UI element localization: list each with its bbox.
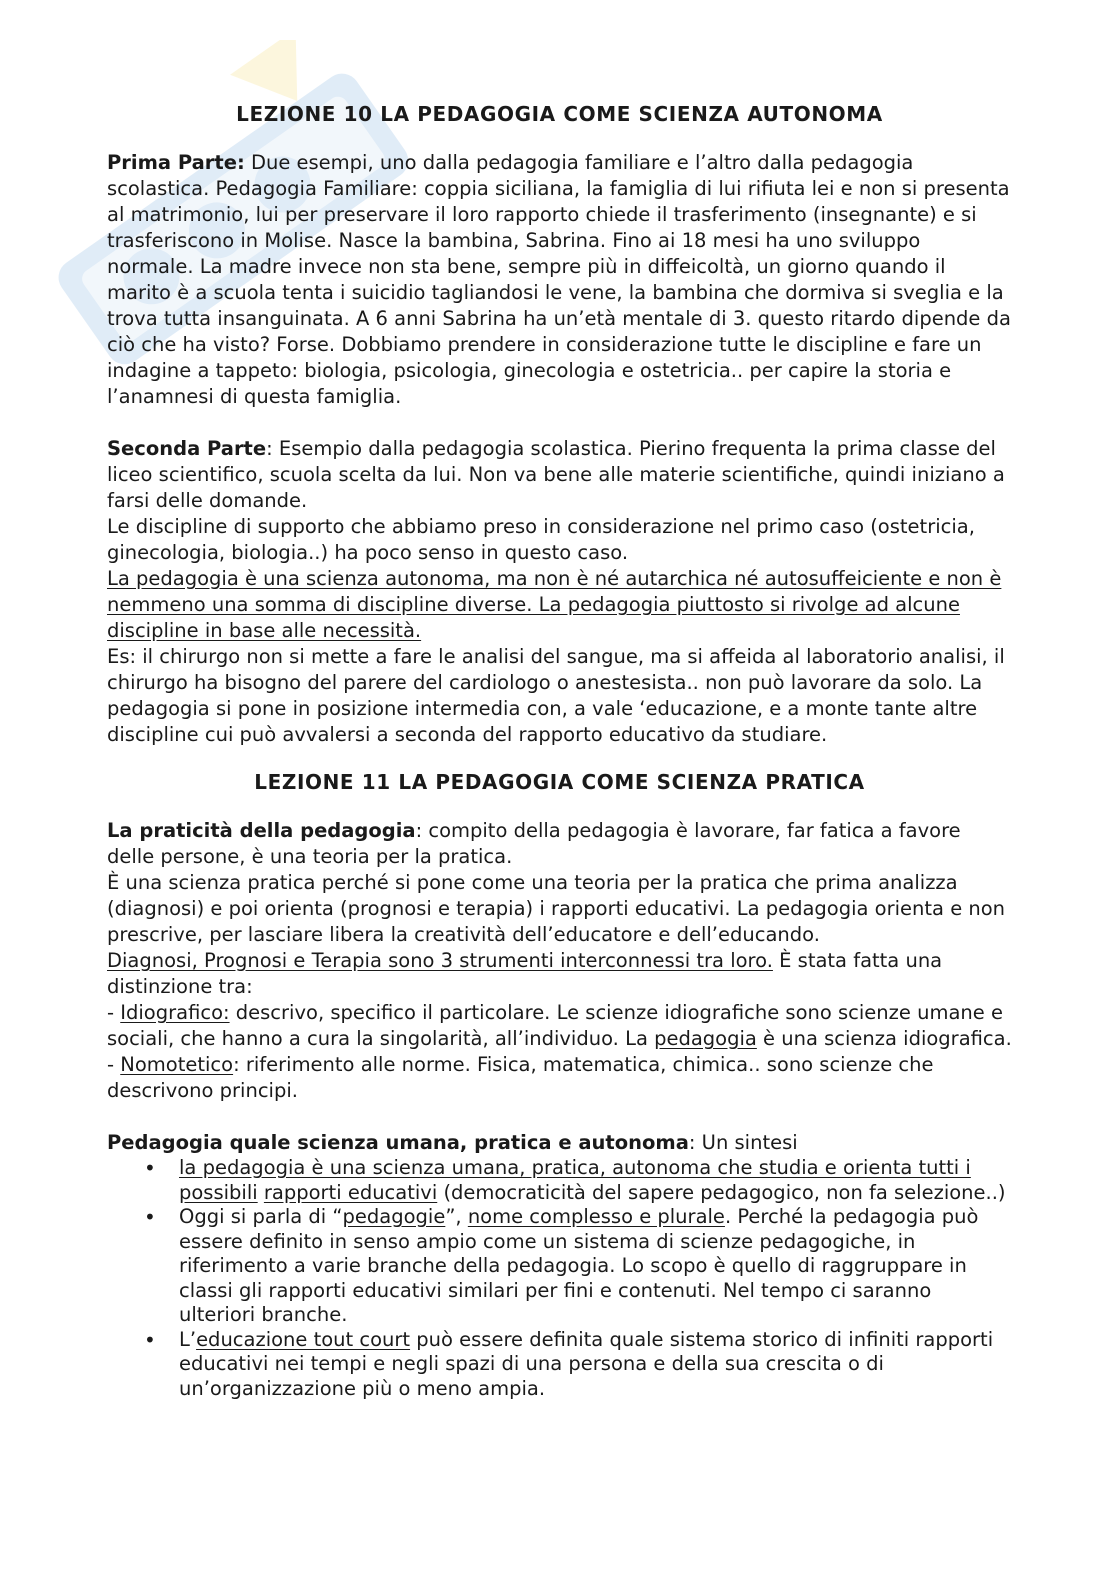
- lesson11-tools-text: È stata fatta una distinzione tra:: [107, 949, 943, 998]
- lesson11-idiographic-text2: è una scienza idiografica.: [756, 1027, 1012, 1050]
- bullet2-text1: Oggi si parla di “: [179, 1205, 343, 1228]
- bullet1-underlined2: rapporti educativi: [263, 1180, 438, 1204]
- lesson11-summary-heading: [107, 1130, 1012, 1156]
- lesson10-autonomy-statement: [107, 566, 1012, 644]
- lesson11-idiographic-label: Idiografico:: [120, 1001, 230, 1024]
- bullet2-text2: ”,: [445, 1205, 468, 1228]
- lesson11-nomothetic: [107, 1052, 1012, 1104]
- lesson11-practicality: [107, 818, 1012, 870]
- bullet1-underlined1: la pedagogia è una scienza umana, pratica, autonoma che studia e orienta tutti i possibili: [179, 1156, 971, 1204]
- lesson10-part1: [107, 150, 1012, 410]
- lesson11-idiographic-link: pedagogia: [654, 1027, 757, 1050]
- lesson11-nomothetic-label: Nomotetico: [120, 1053, 234, 1076]
- lesson11-idiographic-text1: descrivo, specifico il particolare. Le scienze idiografiche sono scienze umane e sociali, che hanno a cura la singolarità, all’individuo. La: [107, 1001, 1003, 1050]
- lesson11-title: LEZIONE 11 LA PEDAGOGIA COME SCIENZA PRATICA: [254, 770, 865, 794]
- lesson10-part1-text: Due esempi, uno dalla pedagogia familiare e l’altro dalla pedagogia scolastica. Pedagogia Familiare: coppia siciliana, la famiglia di lui rifiuta lei e non si presenta al matrimonio, lui per preservare il loro rapporto chiede il trasferimento (insegnante) e si trasferiscono in Molise. Nasce la bambina, Sabrina. Fino ai 18 mesi ha uno sviluppo normale. La madre invece non sta bene, sempre più in diffeicoltà, un giorno quando il marito è a scuola tenta i suicidio tagliandosi le vene, la bambina che dormiva si sveglia e la trova tutta insanguinata. A 6 anni Sabrina ha un’età mentale di 3. questo ritardo dipende da ciò che ha visto? Forse. Dobbiamo prendere in considerazione tutte le discipline e fare un indagine a tappeto: biologia, psicologia, ginecologia e ostetricia.. per capire la storia e l’anamnesi di questa famiglia.: [107, 151, 1011, 408]
- lesson10-part2: [107, 436, 1012, 514]
- bullet1-text: (democraticità del sapere pedagogico, non fa selezione..): [437, 1180, 1006, 1204]
- lesson11-summary-text: : Un sintesi: [688, 1131, 798, 1154]
- lesson11-tools: [107, 948, 1012, 1000]
- lesson11-tools-underlined: Diagnosi, Prognosi e Terapia sono 3 strumenti interconnessi tra loro.: [107, 949, 773, 972]
- bullet2-underlined2: nome complesso e plurale: [467, 1205, 725, 1228]
- bullet3-underlined1: educazione tout court: [196, 1327, 411, 1351]
- list-item: [179, 1156, 1012, 1205]
- lesson10-part2-text: : Esempio dalla pedagogia scolastica. Pierino frequenta la prima classe del liceo scientifico, scuola scelta da lui. Non va bene alle materie scientifiche, quindi iniziano a farsi delle domande.: [107, 437, 1005, 512]
- lesson10-part1-label: Prima Parte:: [107, 151, 245, 174]
- document-body: [107, 100, 1012, 1401]
- lesson10-surgeon-example: Es: il chirurgo non si mette a fare le analisi del sangue, ma si affeida al laboratorio analisi, il chirurgo ha bisogno del parere del cardiologo o anestesista.. non può lavorare da solo. La pedagogia si pone in posizione intermedia con, a vale ‘educazione, e a monte tante altre discipline cui può avvalersi a seconda del rapporto educativo da studiare.: [107, 645, 1005, 746]
- lesson11-idiographic: [107, 1000, 1012, 1052]
- lesson11-practical-science: È una scienza pratica perché si pone come una teoria per la pratica che prima analizza (diagnosi) e poi orienta (prognosi e terapia) i rapporti educativi. La pedagogia orienta e non prescrive, per lasciare libera la creatività dell’educatore e dell’educando.: [107, 871, 1006, 946]
- list-item: [179, 1328, 1012, 1402]
- bullet3-text2: può essere definita quale sistema storico di infiniti rapporti educativi nei tempi e negli spazi di una persona e della sua crescita o di un’organizzazione più o meno ampia.: [179, 1327, 994, 1400]
- lesson11-practicality-label: La praticità della pedagogia: [107, 819, 416, 842]
- lesson11-summary-label: Pedagogia quale scienza umana, pratica e autonoma: [107, 1131, 689, 1154]
- lesson11-practicality-text: : compito della pedagogia è lavorare, far fatica a favore delle persone, è una teoria per la pratica.: [107, 819, 961, 868]
- lesson11-summary-list: [107, 1156, 1012, 1401]
- lesson10-title: LEZIONE 10 LA PEDAGOGIA COME SCIENZA AUTONOMA: [236, 102, 883, 126]
- lesson10-part2-label: Seconda Parte: [107, 437, 267, 460]
- bullet2-underlined1: pedagogie: [342, 1205, 446, 1228]
- list-item: [179, 1205, 1012, 1328]
- lesson11-nomothetic-dash: -: [107, 1053, 121, 1076]
- bullet2-text3: . Perché la pedagogia può essere definito in senso ampio come un sistema di scienze pedagogiche, in riferimento a varie branche della pedagogia. Lo scopo è quello di raggruppare in classi gli rapporti educativi similari per fini e contenuti. Nel tempo ci saranno ulteriori branche.: [179, 1205, 979, 1326]
- lesson10-autonomy-underlined: La pedagogia è una scienza autonoma, ma non è né autarchica né autosuffeiciente e non è nemmeno una somma di discipline diverse. La pedagogia piuttosto si rivolge ad alcune discipline in base alle necessità.: [107, 567, 1002, 642]
- bullet3-text1: L’: [179, 1327, 197, 1351]
- lesson10-support-disciplines: Le discipline di supporto che abbiamo preso in considerazione nel primo caso (ostetricia, ginecologia, biologia..) ha poco senso in questo caso.: [107, 515, 975, 564]
- lesson11-nomothetic-text: : riferimento alle norme. Fisica, matematica, chimica.. sono scienze che descrivono principi.: [107, 1053, 934, 1102]
- lesson11-idiographic-dash: -: [107, 1001, 121, 1024]
